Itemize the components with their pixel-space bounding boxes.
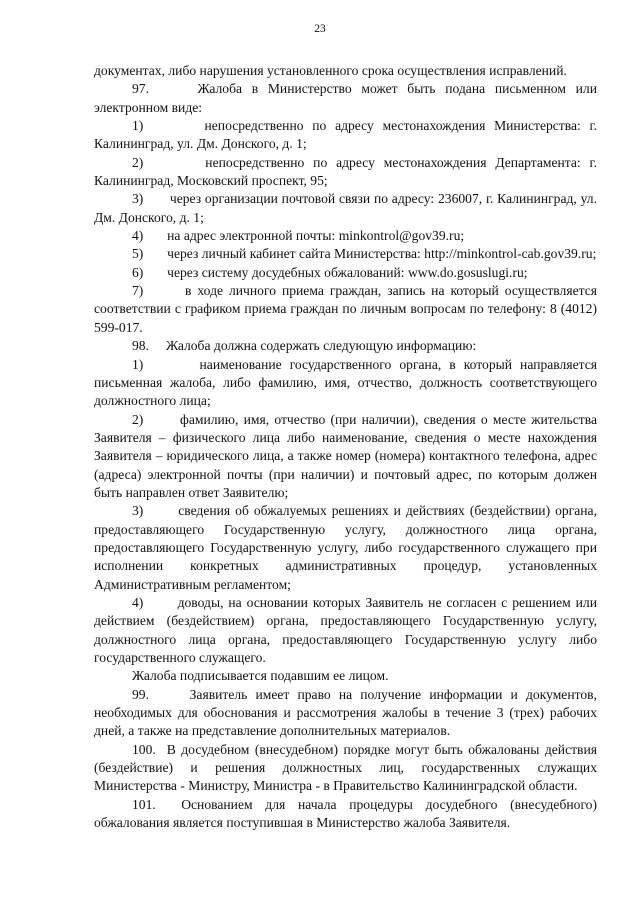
paragraph-98: 98. Жалоба должна содержать следующую информацию: <box>132 338 477 354</box>
paragraph-100: 100. В досудебном (внесудебном) порядке могут быть обжалованы действия (бездействие) и решения должностных лиц, государственных служащих Министерства - Министру, Министра - в Правительство Калининградской области. <box>94 741 597 794</box>
list-item-97-7: 7) в ходе личного приема граждан, запись на который осуществляется соответствии с графиком приема граждан по личным вопросам по телефону: 8 (4012) 599-017. <box>94 283 597 335</box>
list-item-97-4: 4) на адрес электронной почты: minkontrol@gov39.ru; <box>132 228 465 244</box>
list-item-97-5: 5) через личный кабинет сайта Министерства: http://minkontrol-cab.gov39.ru; <box>132 246 597 262</box>
page-number: 23 <box>314 23 326 35</box>
paragraph-continuation: документах, либо нарушения установленного срока осуществления исправлений. <box>94 63 567 78</box>
document-body <box>94 62 597 832</box>
list-item-97-6: 6) через систему досудебных обжалований: www.do.gosuslugi.ru; <box>132 264 528 280</box>
paragraph-signature-note: Жалоба подписывается подавшим ее лицом. <box>132 668 389 684</box>
list-item-98-1: 1) наименование государственного органа, в который направляется письменная жалоба, либо фамилию, имя, отчество, должность соответствующего должностного лица; <box>94 356 597 409</box>
list-item-98-4: 4) доводы, на основании которых Заявитель не согласен с решением или действием (бездействием) органа, предоставляющего Государственную услугу, должностного лица органа, предоставляющего Государственную услугу либо государственного служащего. <box>94 594 597 665</box>
list-item-98-2: 2) фамилию, имя, отчество (при наличии), сведения о месте жительства Заявителя – физического лица либо наименование, сведения о месте нахождения Заявителя – юридического лица, а также номер (номера) контактного телефона, адрес (адреса) электронной почты (при наличии) и почтовый адрес, по которым должен быть направлен ответ Заявителю; <box>94 411 597 500</box>
paragraph-101: 101. Основанием для начала процедуры досудебного (внесудебного) обжалования является поступившая в Министерство жалоба Заявителя. <box>94 796 597 831</box>
list-item-98-3: 3) сведения об обжалуемых решениях и действиях (бездействии) органа, предоставляющего Государственную услугу, должностного лица органа, предоставляющего Государственную услугу, либо государственного служащего при исполнении конкретных административных процедур, установленных Административным регламентом; <box>94 503 597 592</box>
paragraph-99: 99. Заявитель имеет право на получение информации и документов, необходимых для обоснования и рассмотрения жалобы в течение 3 (трех) рабочих дней, а также на представление дополнительных материалов. <box>94 686 597 739</box>
list-item-97-2: 2) непосредственно по адресу местонахождения Департамента: г. Калининград, Московский проспект, 95; <box>94 154 597 189</box>
paragraph-97: 97. Жалоба в Министерство может быть подана письменном или электронном виде: <box>94 81 597 115</box>
list-item-97-1: 1) непосредственно по адресу местонахождения Министерства: г. Калининград, ул. Дм. Донского, д. 1; <box>94 118 597 152</box>
list-item-97-3: 3) через организации почтовой связи по адресу: 236007, г. Калининград, ул. Дм. Донского, д. 1; <box>94 191 597 225</box>
